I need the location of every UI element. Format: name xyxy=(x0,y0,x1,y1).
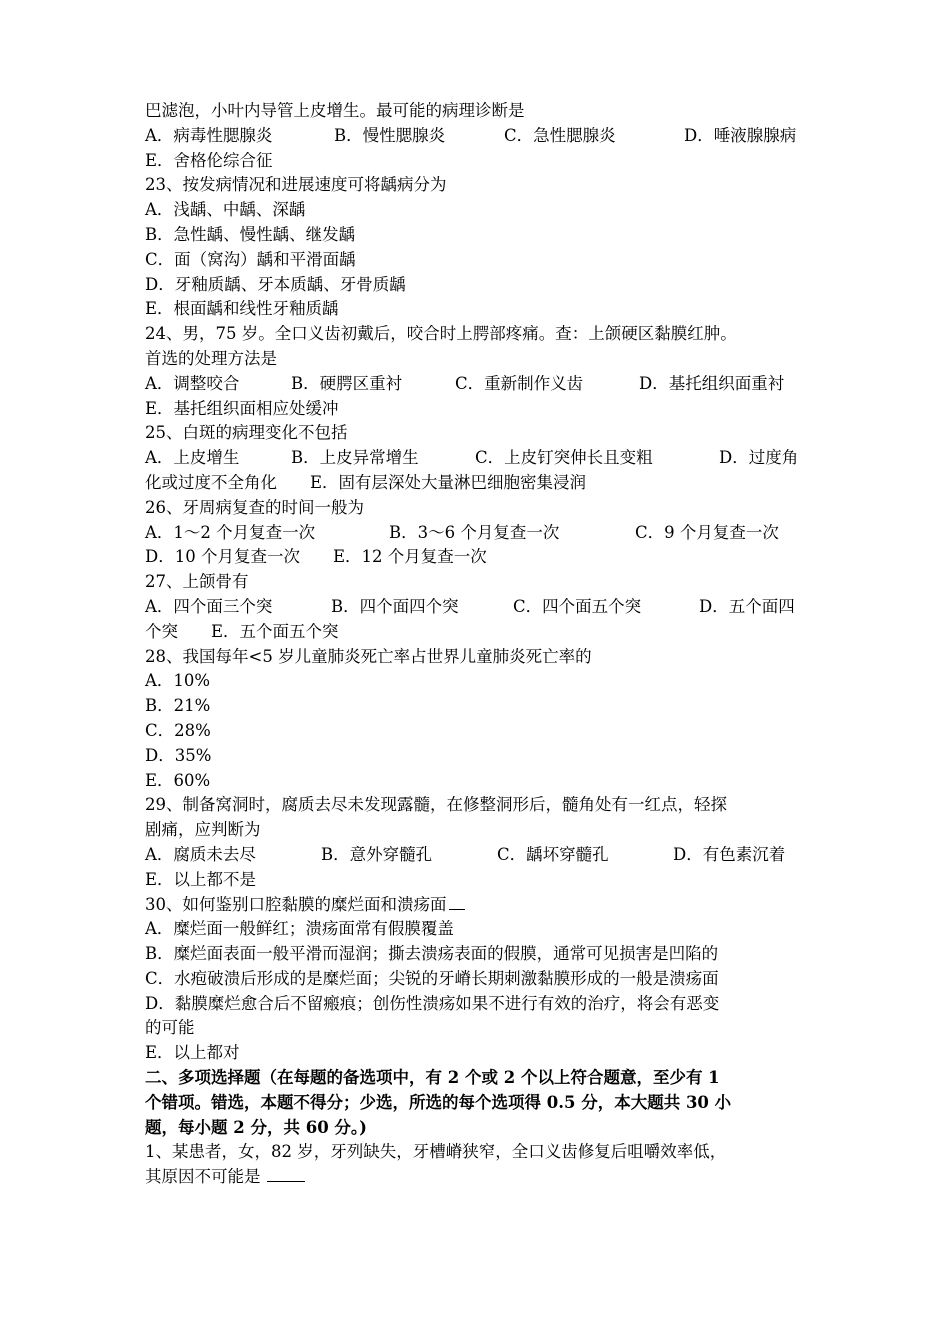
q28-option-e: E．60% xyxy=(145,770,211,790)
q28-option-a: A．10% xyxy=(145,671,211,691)
q25-options xyxy=(145,446,817,471)
q23-option-c: C．面（窝沟）龋和平滑面龋 xyxy=(145,249,356,269)
q24-option-c: C．重新制作义齿 xyxy=(455,373,584,393)
q29-option-e: E．以上都不是 xyxy=(145,869,257,889)
q27-options xyxy=(145,595,817,620)
q30-option-c: C．水疱破溃后形成的是糜烂面；尖锐的牙嵴长期刺激黏膜形成的一般是溃疡面 xyxy=(145,968,719,988)
q29-option-b: B．意外穿髓孔 xyxy=(321,844,433,864)
q27-question: 27、上颌骨有 xyxy=(145,572,249,592)
q24-question-cont: 首选的处理方法是 xyxy=(145,348,277,368)
q22-option-c: C．急性腮腺炎 xyxy=(504,125,616,145)
q23-option-e: E．根面龋和线性牙釉质龋 xyxy=(145,299,339,319)
m1-question-row xyxy=(145,1165,817,1190)
q24-option-a: A．调整咬合 xyxy=(145,373,240,393)
q30-option-b: B．糜烂面表面一般平滑而湿润；撕去溃疡表面的假膜，通常可见损害是凹陷的 xyxy=(145,944,719,964)
answer-blank xyxy=(267,1165,305,1182)
answer-blank xyxy=(449,893,465,910)
q27-option-a: A．四个面三个突 xyxy=(145,596,273,616)
q30-option-e: E．以上都对 xyxy=(145,1043,240,1063)
q26-question: 26、牙周病复查的时间一般为 xyxy=(145,497,364,517)
q30-option-a: A．糜烂面一般鲜红；溃疡面常有假膜覆盖 xyxy=(145,919,454,939)
q26-option-b: B．3～6 个月复查一次 xyxy=(389,522,560,542)
q25-options-cont: 化或过度不全角化 E．固有层深处大量淋巴细胞密集浸润 xyxy=(145,472,587,492)
q25-question: 25、白斑的病理变化不包括 xyxy=(145,423,348,443)
q22-option-d: D．唾液腺腺病 xyxy=(684,125,797,145)
m1-question-cont: 其原因不可能是 xyxy=(145,1167,261,1187)
q24-question: 24、男，75 岁。全口义齿初戴后，咬合时上腭部疼痛。查：上颌硬区黏膜红肿。 xyxy=(145,324,737,344)
q25-option-c: C．上皮钉突伸长且变粗 xyxy=(475,448,653,468)
q26-option-c: C．9 个月复查一次 xyxy=(635,522,779,542)
q27-option-c: C．四个面五个突 xyxy=(513,596,642,616)
q25-option-b: B．上皮异常增生 xyxy=(291,448,419,468)
q23-option-a: A．浅龋、中龋、深龋 xyxy=(145,200,306,220)
q24-option-d: D．基托组织面重衬 xyxy=(639,373,785,393)
q28-option-d: D．35% xyxy=(145,745,212,765)
q28-option-b: B．21% xyxy=(145,696,211,716)
q30-option-d: D．黏膜糜烂愈合后不留瘢痕；创伤性溃疡如果不进行有效的治疗，将会有恶变 xyxy=(145,993,720,1013)
q22-option-a: A．病毒性腮腺炎 xyxy=(145,125,273,145)
q28-question: 28、我国每年<5 岁儿童肺炎死亡率占世界儿童肺炎死亡率的 xyxy=(145,646,592,666)
q22-options xyxy=(145,124,817,149)
q22-option-b: B．慢性腮腺炎 xyxy=(334,125,446,145)
q30-option-d-cont: 的可能 xyxy=(145,1018,195,1038)
q29-options xyxy=(145,843,817,868)
q24-option-e: E．基托组织面相应处缓冲 xyxy=(145,398,339,418)
section-heading-cont: 题，每小题 2 分，共 60 分。) xyxy=(145,1117,367,1137)
q27-option-d: D．五个面四 xyxy=(699,596,795,616)
q23-option-d: D．牙釉质龋、牙本质龋、牙骨质龋 xyxy=(145,274,406,294)
q24-option-b: B．硬腭区重衬 xyxy=(291,373,403,393)
q26-option-a: A．1～2 个月复查一次 xyxy=(145,522,316,542)
q23-option-b: B．急性龋、慢性龋、继发龋 xyxy=(145,224,356,244)
q26-options xyxy=(145,521,817,546)
q27-options-cont: 个突 E．五个面五个突 xyxy=(145,621,339,641)
q29-question: 29、制备窝洞时，腐质去尽未发现露髓，在修整洞形后，髓角处有一红点，轻探 xyxy=(145,795,727,815)
q30-question: 30、如何鉴别口腔黏膜的糜烂面和溃疡面 xyxy=(145,894,447,914)
q26-options-cont: D．10 个月复查一次 E．12 个月复查一次 xyxy=(145,547,487,567)
q25-option-d: D．过度角 xyxy=(719,448,799,468)
q25-option-a: A．上皮增生 xyxy=(145,448,240,468)
q28-option-c: C．28% xyxy=(145,720,211,740)
text-line: 巴滤泡，小叶内导管上皮增生。最可能的病理诊断是 xyxy=(145,101,525,120)
m1-question: 1、某患者，女，82 岁，牙列缺失，牙槽嵴狭窄，全口义齿修复后咀嚼效率低， xyxy=(145,1142,727,1162)
q29-option-d: D．有色素沉着 xyxy=(673,844,786,864)
q29-option-c: C．龋坏穿髓孔 xyxy=(497,844,609,864)
q29-option-a: A．腐质未去尽 xyxy=(145,844,256,864)
document-page xyxy=(145,99,817,1190)
q23-question: 23、按发病情况和进展速度可将龋病分为 xyxy=(145,175,447,195)
q29-question-cont: 剧痛，应判断为 xyxy=(145,820,261,840)
q30-question-row xyxy=(145,893,817,918)
q24-options xyxy=(145,372,817,397)
section-heading-cont: 个错项。错选，本题不得分；少选，所选的每个选项得 0.5 分，本大题共 30 小 xyxy=(145,1092,732,1112)
q22-option-e: E．舍格伦综合征 xyxy=(145,150,273,170)
q27-option-b: B．四个面四个突 xyxy=(331,596,459,616)
section-heading: 二、多项选择题（在每题的备选项中，有 2 个或 2 个以上符合题意，至少有 1 xyxy=(145,1068,720,1088)
